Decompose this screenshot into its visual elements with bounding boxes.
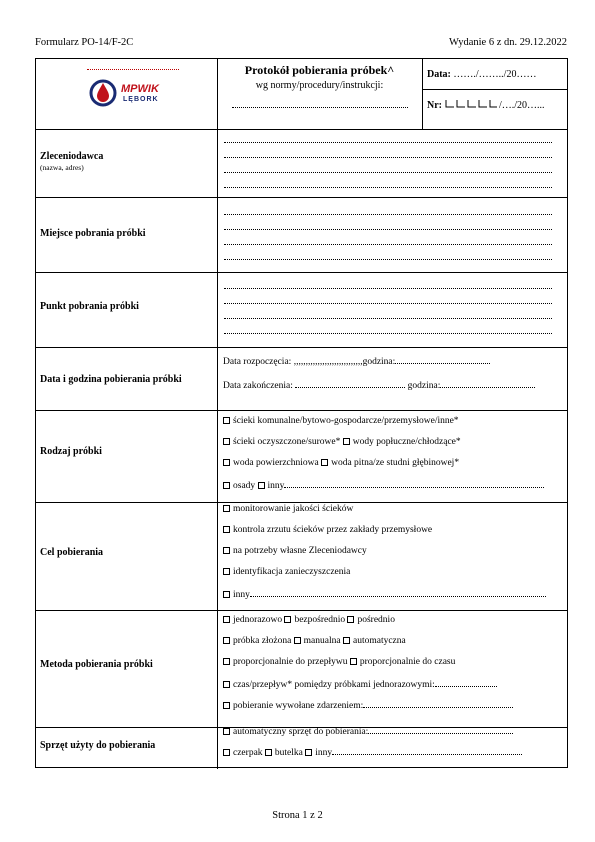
start-hour-label: godzina:: [362, 357, 396, 367]
checkbox[interactable]: [223, 417, 230, 424]
water-drop-icon: [89, 77, 117, 107]
client-label: Zleceniodawca (nazwa, adres): [40, 151, 104, 172]
place-label: Miejsce pobrania próbki: [40, 228, 146, 239]
option-text: pobieranie wywołane zdarzeniem:: [233, 701, 364, 711]
option-text: woda pitna/ze studni głębinowej*: [331, 458, 460, 468]
option-text: ścieki oczyszczone/surowe*: [233, 437, 341, 447]
checkbox[interactable]: [223, 591, 230, 598]
option-text: wody popłuczne/chłodzące*: [352, 437, 461, 447]
checkbox[interactable]: [223, 547, 230, 554]
brand-name: MPWIK: [121, 83, 159, 95]
option-text: automatyczny sprzęt do pobierania:: [233, 727, 369, 737]
edition-info: Wydanie 6 z dn. 29.12.2022: [448, 37, 567, 48]
datetime-label: Data i godzina pobierania próbki: [40, 374, 182, 385]
checkbox[interactable]: [343, 637, 350, 644]
end-hour-label: godzina:: [407, 381, 441, 391]
option-text: próbka złożona: [233, 636, 292, 646]
purpose-label: Cel pobierania: [40, 547, 104, 558]
option-text: kontrola zrzutu ścieków przez zakłady przemysłowe: [233, 525, 433, 535]
checkbox[interactable]: [223, 505, 230, 512]
option-text: bezpośrednio: [294, 615, 346, 625]
checkbox[interactable]: [223, 482, 230, 489]
end-date-label: Data zakończenia:: [223, 381, 293, 391]
checkbox[interactable]: [343, 438, 350, 445]
checkbox[interactable]: [305, 749, 312, 756]
protocol-form: [35, 58, 568, 768]
checkbox[interactable]: [223, 658, 230, 665]
option-text: osady: [233, 481, 256, 491]
form-title: Protokół pobierania próbek^: [244, 63, 395, 77]
option-text: identyfikacja zanieczyszczenia: [233, 567, 351, 577]
checkbox[interactable]: [347, 616, 354, 623]
option-text: inny: [233, 590, 250, 600]
checkbox[interactable]: [223, 637, 230, 644]
client-sublabel: (nazwa, adres): [40, 163, 84, 172]
option-text: czas/przepływ* pomiędzy próbkami jednorazowymi:: [233, 680, 435, 690]
checkbox[interactable]: [223, 616, 230, 623]
page-number: Strona 1 z 2: [272, 810, 323, 821]
option-text: woda powierzchniowa: [233, 458, 319, 468]
checkbox[interactable]: [223, 702, 230, 709]
option-text: proporcjonalnie do czasu: [359, 657, 456, 667]
checkbox[interactable]: [294, 637, 301, 644]
checkbox[interactable]: [223, 459, 230, 466]
option-text: monitorowanie jakości ścieków: [233, 504, 354, 514]
checkbox[interactable]: [284, 616, 291, 623]
point-label: Punkt pobrania próbki: [40, 301, 139, 312]
sample-type-label: Rodzaj próbki: [40, 446, 102, 457]
checkbox[interactable]: [350, 658, 357, 665]
form-subtitle: wg normy/procedury/instrukcji:: [255, 80, 384, 91]
date-label: Data:: [427, 69, 451, 80]
checkbox[interactable]: [265, 749, 272, 756]
equipment-label: Sprzęt użyty do pobierania: [40, 740, 156, 751]
company-logo: [81, 69, 191, 119]
method-label: Metoda pobierania próbki: [40, 659, 153, 670]
checkbox[interactable]: [258, 482, 265, 489]
checkbox[interactable]: [223, 728, 230, 735]
option-text: na potrzeby własne Zleceniodawcy: [233, 546, 367, 556]
checkbox[interactable]: [321, 459, 328, 466]
option-text: manualna: [303, 636, 341, 646]
form-code: Formularz PO-14/F-2C: [35, 37, 134, 48]
checkbox[interactable]: [223, 681, 230, 688]
nr-label: Nr:: [427, 100, 442, 111]
number-boxes-icon: [445, 99, 497, 109]
option-text: automatyczna: [352, 636, 406, 646]
start-date-label: Data rozpoczęcia:: [223, 357, 292, 367]
nr-mask: /…./20…...: [499, 100, 545, 111]
option-text: jednorazowo: [233, 615, 283, 625]
checkbox[interactable]: [223, 749, 230, 756]
checkbox[interactable]: [223, 526, 230, 533]
option-text: butelka: [274, 748, 303, 758]
option-text: proporcjonalnie do przepływu: [233, 657, 348, 667]
date-mask: ……./……../20……: [453, 69, 537, 80]
option-text: czerpak: [233, 748, 263, 758]
option-text: inny: [267, 481, 285, 491]
checkbox[interactable]: [223, 568, 230, 575]
option-text: inny: [315, 748, 333, 758]
start-date-mask: ,,,,,,,,,,,,,,,,,,,,,,,,,,,,,: [293, 357, 363, 367]
brand-city: LĘBORK: [123, 96, 159, 103]
option-text: ścieki komunalne/bytowo-gospodarcze/przemysłowe/inne*: [233, 416, 459, 426]
checkbox[interactable]: [223, 438, 230, 445]
option-text: pośrednio: [357, 615, 395, 625]
